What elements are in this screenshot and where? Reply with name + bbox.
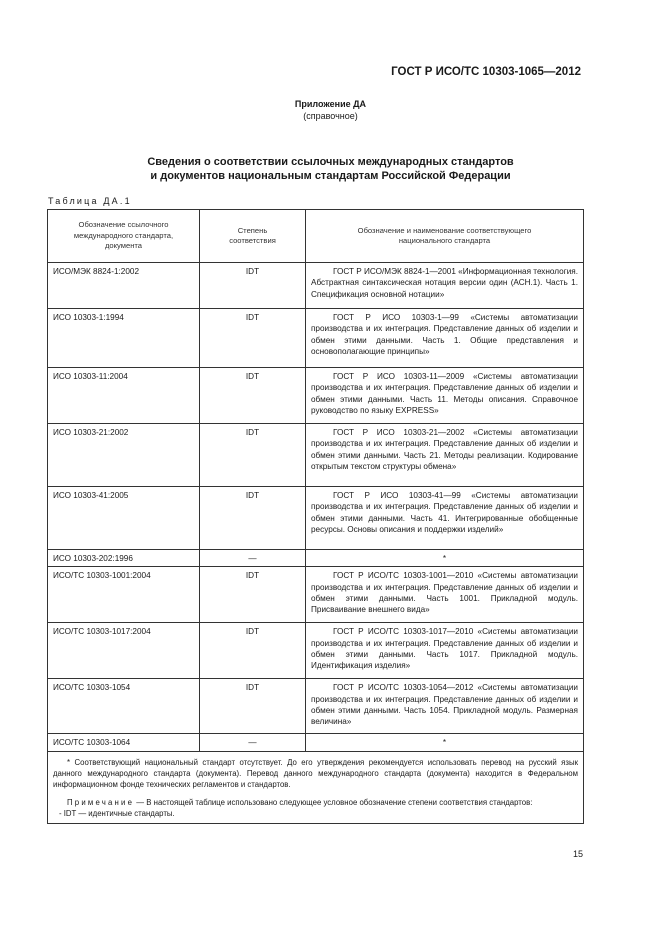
national-cell bbox=[306, 679, 584, 734]
header-national-standard: Обозначение и наименование соответствующего национального стандарта bbox=[306, 210, 584, 263]
table-caption: Таблица ДА.1 bbox=[48, 196, 132, 206]
national-cell bbox=[306, 424, 584, 487]
header-degree: Степень соответствия bbox=[200, 210, 306, 263]
reference-cell: ИСО 10303-202:1996 bbox=[48, 550, 200, 567]
national-text: ГОСТ Р ИСО 10303-1—99 «Системы автоматизации производства и их интеграция. Представление данных об изделии и обмен этими данными. Часть 1. Общие представления и основополагающие принципы» bbox=[311, 313, 578, 356]
table-header-row bbox=[48, 210, 584, 263]
reference-cell: ИСО 10303-21:2002 bbox=[48, 424, 200, 487]
annex-heading bbox=[0, 98, 661, 122]
table-row bbox=[48, 679, 584, 734]
table-row bbox=[48, 424, 584, 487]
table-row bbox=[48, 368, 584, 424]
table-row bbox=[48, 623, 584, 679]
national-cell bbox=[306, 623, 584, 679]
national-cell bbox=[306, 309, 584, 368]
note-item: - IDT — идентичные стандарты. bbox=[59, 808, 175, 818]
national-text: ГОСТ Р ИСО 10303-11—2009 «Системы автоматизации производства и их интеграция. Представление данных об изделии и обмен этими данными. Часть 11. Методы описания. Справочное руководство по языку EXPRESS» bbox=[311, 372, 578, 415]
degree-cell: IDT bbox=[200, 309, 306, 368]
national-cell bbox=[306, 550, 584, 567]
reference-cell: ИСО 10303-11:2004 bbox=[48, 368, 200, 424]
note-label: Примечание bbox=[67, 797, 135, 807]
reference-cell: ИСО/ТС 10303-1054 bbox=[48, 679, 200, 734]
national-cell bbox=[306, 263, 584, 309]
table-row bbox=[48, 550, 584, 567]
table-note bbox=[53, 797, 578, 808]
reference-cell: ИСО/ТС 10303-1017:2004 bbox=[48, 623, 200, 679]
national-text: ГОСТ Р ИСО 10303-21—2002 «Системы автоматизации производства и их интеграция. Представление данных об изделии и обмен этими данными. Часть 21. Методы реализации. Кодирование открытым текстом структуры обмена» bbox=[311, 428, 578, 471]
national-text: ГОСТ Р ИСО/ТС 10303-1017—2010 «Системы автоматизации производства и их интеграция. Представление данных об изделии и обмен этими данными. Часть 1017. Прикладной модуль. Идентификация изделия» bbox=[311, 627, 578, 671]
reference-cell: ИСО 10303-1:1994 bbox=[48, 309, 200, 368]
table-footnote-row bbox=[48, 751, 584, 823]
page-number: 15 bbox=[573, 849, 584, 859]
correspondence-table bbox=[47, 209, 584, 824]
national-text: ГОСТ Р ИСО 10303-41—99 «Системы автоматизации производства и их интеграция. Представление данных об изделии и обмен этими данными. Часть 41. Интегрированные обобщенные ресурсы. Основы описания и поддержки изделий» bbox=[311, 491, 578, 534]
degree-cell: IDT bbox=[200, 368, 306, 424]
degree-cell: IDT bbox=[200, 487, 306, 550]
section-title-line-2: и документов национальным стандартам Российской Федерации bbox=[150, 170, 511, 182]
degree-cell: IDT bbox=[200, 567, 306, 623]
degree-cell: — bbox=[200, 734, 306, 751]
annex-subtitle: (справочное) bbox=[303, 111, 358, 121]
section-title bbox=[60, 155, 601, 183]
table-row bbox=[48, 487, 584, 550]
footnote-cell bbox=[48, 751, 584, 823]
document-code-header: ГОСТ Р ИСО/ТС 10303-1065—2012 bbox=[391, 66, 581, 78]
reference-cell: ИСО/МЭК 8824-1:2002 bbox=[48, 263, 200, 309]
note-text: — В настоящей таблице использовано следующее условное обозначение степени соответствия стандартов: bbox=[134, 797, 533, 807]
degree-cell: — bbox=[200, 550, 306, 567]
national-cell bbox=[306, 734, 584, 751]
reference-cell: ИСО 10303-41:2005 bbox=[48, 487, 200, 550]
table-row bbox=[48, 263, 584, 309]
national-text: ГОСТ Р ИСО/ТС 10303-1001—2010 «Системы автоматизации производства и их интеграция. Представление данных об изделии и обмен этими данными. Часть 1001. Прикладной модуль. Присваивание внешнего вида» bbox=[311, 571, 578, 615]
table-row bbox=[48, 309, 584, 368]
national-cell bbox=[306, 487, 584, 550]
degree-cell: IDT bbox=[200, 623, 306, 679]
national-text: * bbox=[442, 738, 447, 748]
national-text: ГОСТ Р ИСО/МЭК 8824-1—2001 «Информационная технология. Абстрактная синтаксическая нотация версии один (АСН.1). Часть 1. Спецификация основной нотации» bbox=[311, 267, 578, 299]
degree-cell: IDT bbox=[200, 679, 306, 734]
degree-cell: IDT bbox=[200, 263, 306, 309]
section-title-line-1: Сведения о соответствии ссылочных международных стандартов bbox=[147, 156, 514, 168]
annex-title: Приложение ДА bbox=[294, 99, 367, 109]
national-text: ГОСТ Р ИСО/ТС 10303-1054—2012 «Системы автоматизации производства и их интеграция. Представление данных об изделии и обмен этими данными. Часть 1054. Прикладной модуль. Размерная величина» bbox=[311, 683, 578, 727]
reference-cell: ИСО/ТС 10303-1064 bbox=[48, 734, 200, 751]
national-text: * bbox=[442, 554, 447, 563]
table-row bbox=[48, 734, 584, 751]
national-cell bbox=[306, 567, 584, 623]
reference-cell: ИСО/ТС 10303-1001:2004 bbox=[48, 567, 200, 623]
footnote-text: * Соответствующий национальный стандарт отсутствует. До его утверждения рекомендуется использовать перевод на русский язык данного международного стандарта (документа). Перевод данного международного стандарта (документа) находится в Федеральном информационном фонде технических регламентов и стандартов. bbox=[53, 757, 578, 789]
degree-cell: IDT bbox=[200, 424, 306, 487]
table-row bbox=[48, 567, 584, 623]
national-cell bbox=[306, 368, 584, 424]
header-reference-standard: Обозначение ссылочного международного стандарта, документа bbox=[48, 210, 200, 263]
